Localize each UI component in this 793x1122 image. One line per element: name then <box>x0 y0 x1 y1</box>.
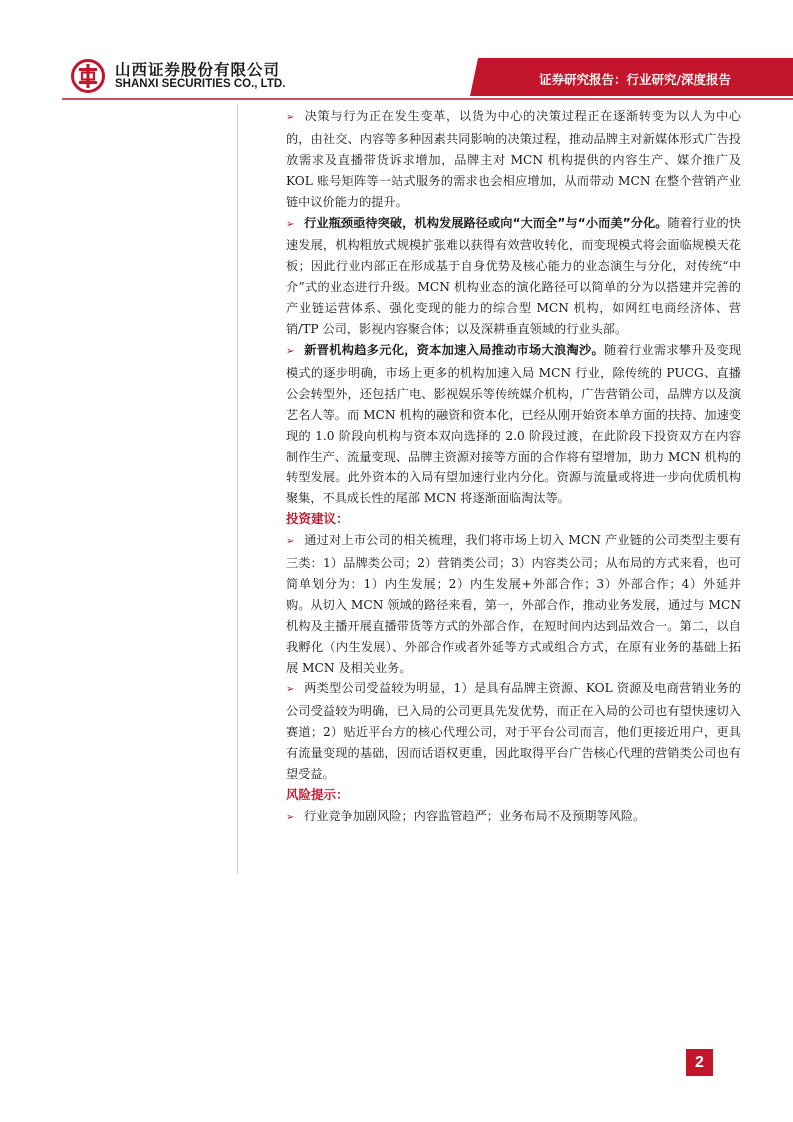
report-body <box>286 106 741 829</box>
paragraph-text: 决策与行为正在发生变革，以货为中心的决策过程正在逐渐转变为以人为中心的，由社交、内容等多种因素共同影响的决策过程，推动品牌主对新媒体形式广告投放需求及直播带货诉求增加，品牌主对 MCN 机构提供的内容生产、媒介推广及 KOL 账号矩阵等一站式服务的需求也会相应增加，从而带动 MCN 在整个营销产业链中议价能力的提升。 <box>286 109 741 209</box>
company-name-en: SHANXI SECURITIES CO., LTD. <box>115 78 286 90</box>
investment-text: 通过对上市公司的相关梳理，我们将市场上切入 MCN 产业链的公司类型主要有三类：1）品牌类公司；2）营销类公司；3）内容类公司；从布局的方式来看，也可简单划分为：1）内生发展；2）内生发展+外部合作；3）外部合作；4）外延并购。从切入 MCN 领域的路径来看，第一，外部合作，推动业务发展，通过与 MCN 机构及主播开展直播带货等方式的外部合作，在短时间内达到品效合一。第二，以自我孵化（内生发展）、外部合作或者外延等方式或组合方式，在原有业务的基础上拓展 MCN 及相关业务。 <box>286 533 741 675</box>
company-name-cn: 山西证券股份有限公司 <box>115 61 281 79</box>
bullet-icon: ➢ <box>286 684 295 696</box>
paragraph-1 <box>286 106 741 213</box>
paragraph-lead: 新晋机构趋多元化，资本加速入局推动市场大浪淘沙。 <box>304 342 604 357</box>
paragraph-lead: 行业瓶颈亟待突破，机构发展路径或向“大而全”与“小而美”分化。 <box>304 215 668 230</box>
company-logo-icon <box>71 59 105 93</box>
bullet-icon: ➢ <box>286 811 295 823</box>
investment-text: 两类型公司受益较为明显，1）是具有品牌主资源、KOL 资源及电商营销业务的公司受益较为明确，已入局的公司更具先发优势，而正在入局的公司也有望快速切入赛道；2）贴近平台方的核心代理公司，对于平台公司而言，他们更接近用户，更具有流量变现的基础，因而话语权更重，因此取得平台广告核心代理的营销类公司也有望受益。 <box>286 681 741 782</box>
investment-item-1 <box>286 530 741 678</box>
bullet-icon: ➢ <box>286 218 295 230</box>
paragraph-2 <box>286 213 741 340</box>
risk-text: 行业竞争加剧风险；内容监管趋严；业务布局不及预期等风险。 <box>304 808 646 823</box>
paragraph-text: 随着行业需求攀升及变现模式的逐步明确，市场上更多的机构加速入局 MCN 行业，除传统的 PUCG、直播公会转型外，还包括广电、影视娱乐等传统媒介机构，广告营销公司，品牌方以及演艺名人等。而 MCN 机构的融资和资本化，已经从刚开始资本单方面的扶持、加速变现的 1.0 阶段向机构与资本双向选择的 2.0 阶段过渡，在此阶段下投资双方在内容制作生产、流量变现、品牌主资源对接等方面的合作将有望增加，助力 MCN 机构的转型发展。此外资本的入局有望加速行业内分化。资源与流量或将进一步向优质机构聚集，不具成长性的尾部 MCN 将逐渐面临淘汰等。 <box>286 342 742 506</box>
investment-heading: 投资建议： <box>286 511 349 527</box>
left-margin-rule <box>237 104 238 874</box>
page-number: 2 <box>686 1049 713 1076</box>
paragraph-3 <box>286 340 741 509</box>
risk-heading: 风险提示： <box>286 787 349 802</box>
investment-item-2 <box>286 678 741 785</box>
report-type-label: 证券研究报告：行业研究/深度报告 <box>538 72 732 87</box>
bullet-icon: ➢ <box>286 345 295 357</box>
header-band <box>0 0 793 110</box>
bullet-icon: ➢ <box>286 536 295 548</box>
risk-item-1 <box>286 806 741 829</box>
bullet-icon: ➢ <box>286 112 295 123</box>
paragraph-text: 随着行业的快速发展，机构粗放式规模扩张难以获得有效营收转化，而变现模式将会面临规模天花板；因此行业内部正在形成基于自身优势及核心能力的业态演生与分化，对传统“中介”式的业态进行升级。MCN 机构业态的演化路径可以简单的分为以搭建并完善的产业链运营体系、强化变现的能力的综合型 MCN 机构，如网红电商经济体、营销/TP 公司，影视内容聚合体；以及深耕垂直领域的行业头部。 <box>286 215 741 337</box>
